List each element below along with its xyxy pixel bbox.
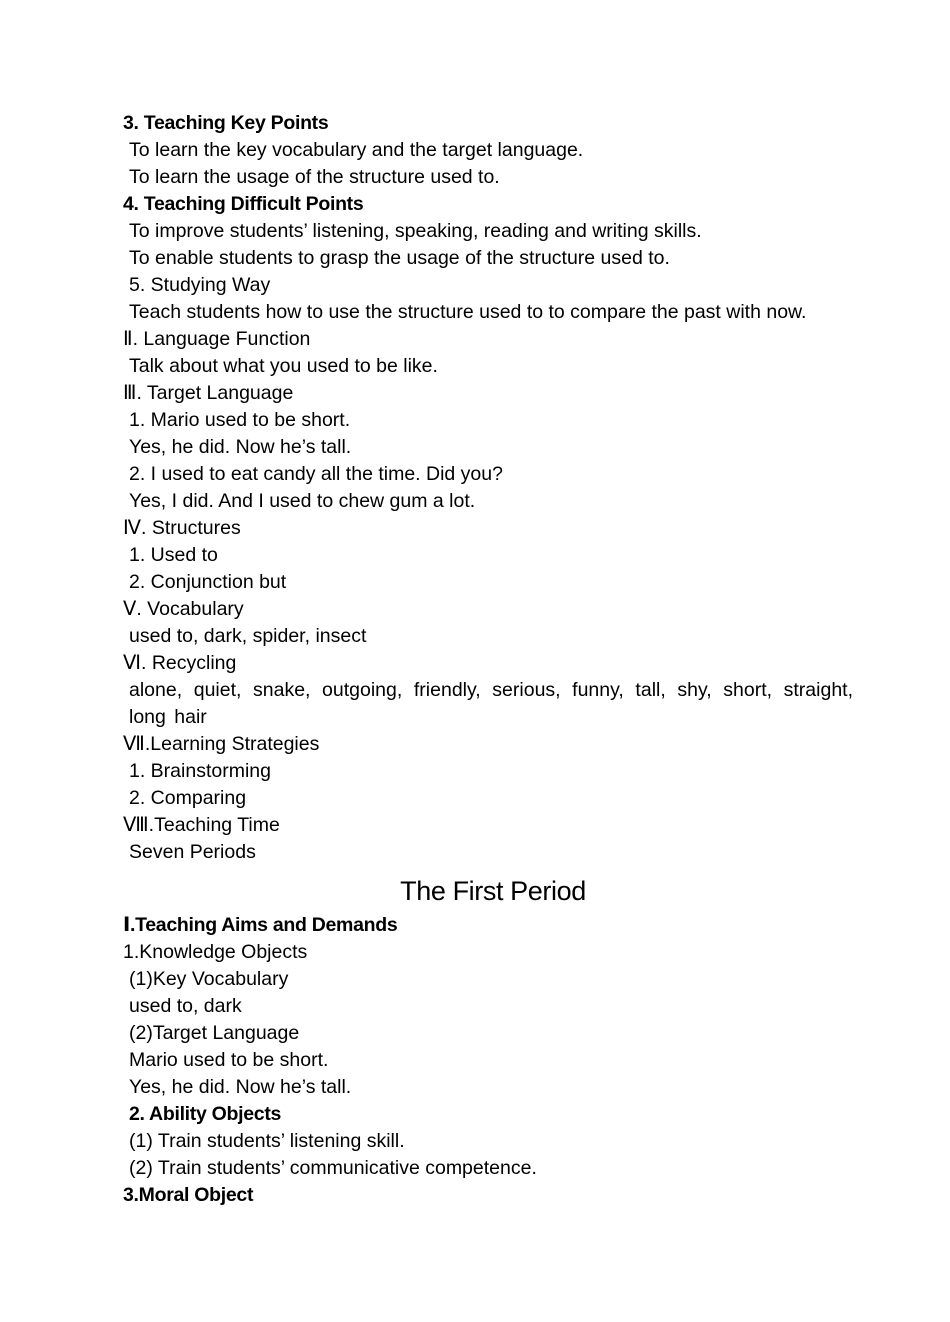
text-line: Yes, I did. And I used to chew gum a lot. xyxy=(129,490,476,512)
text-line: 1.Knowledge Objects xyxy=(123,941,308,963)
period-heading: The First Period xyxy=(400,876,586,906)
text-line: (2)Target Language xyxy=(129,1022,300,1044)
text-line: 2. Conjunction but xyxy=(129,571,287,593)
section-heading: Ⅰ.Teaching Aims and Demands xyxy=(123,914,398,936)
text-line: To learn the key vocabulary and the target language. xyxy=(129,139,584,161)
text-line: To improve students’ listening, speaking, reading and writing skills. xyxy=(129,220,702,242)
text-line: Ⅵ. Recycling xyxy=(123,652,237,674)
outline-section-bottom xyxy=(123,912,853,1209)
text-line: Ⅲ. Target Language xyxy=(123,382,294,404)
text-line: (2) Train students’ communicative competence. xyxy=(129,1157,537,1179)
text-line: 1. Mario used to be short. xyxy=(129,409,351,431)
text-line: 1. Used to xyxy=(129,544,218,566)
section-heading: 4. Teaching Difficult Points xyxy=(123,193,364,215)
text-line: Teach students how to use the structure used to to compare the past with now. xyxy=(129,301,807,323)
text-line: 5. Studying Way xyxy=(129,274,271,296)
section-heading: 2. Ability Objects xyxy=(129,1103,282,1125)
text-line: Talk about what you used to be like. xyxy=(129,355,438,377)
document-page xyxy=(123,110,853,1209)
section-heading: 3. Teaching Key Points xyxy=(123,112,329,134)
text-line: Yes, he did. Now he’s tall. xyxy=(129,1076,352,1098)
text-line: Yes, he did. Now he’s tall. xyxy=(129,436,352,458)
text-line: 2. I used to eat candy all the time. Did you? xyxy=(129,463,503,485)
recycling-word-list: alone, quiet, snake, outgoing, friendly, serious, funny, tall, shy, short, straight, long hair xyxy=(129,679,853,728)
text-line: Ⅷ.Teaching Time xyxy=(123,814,280,836)
outline-section-middle xyxy=(123,731,853,866)
outline-section-top xyxy=(123,110,853,677)
text-line: 1. Brainstorming xyxy=(129,760,271,782)
text-line: Ⅳ. Structures xyxy=(123,517,241,539)
text-line: To learn the usage of the structure used to. xyxy=(129,166,500,188)
section-heading: 3.Moral Object xyxy=(123,1184,254,1206)
text-line: Ⅶ.Learning Strategies xyxy=(123,733,320,755)
text-line: (1) Train students’ listening skill. xyxy=(129,1130,405,1152)
text-line: 2. Comparing xyxy=(129,787,247,809)
text-line: used to, dark xyxy=(129,995,242,1017)
text-line: Seven Periods xyxy=(129,841,256,863)
text-line: used to, dark, spider, insect xyxy=(129,625,367,647)
text-line: To enable students to grasp the usage of the structure used to. xyxy=(129,247,670,269)
text-line: (1)Key Vocabulary xyxy=(129,968,289,990)
text-line: Mario used to be short. xyxy=(129,1049,329,1071)
text-line: Ⅱ. Language Function xyxy=(123,328,311,350)
text-line: Ⅴ. Vocabulary xyxy=(123,598,244,620)
